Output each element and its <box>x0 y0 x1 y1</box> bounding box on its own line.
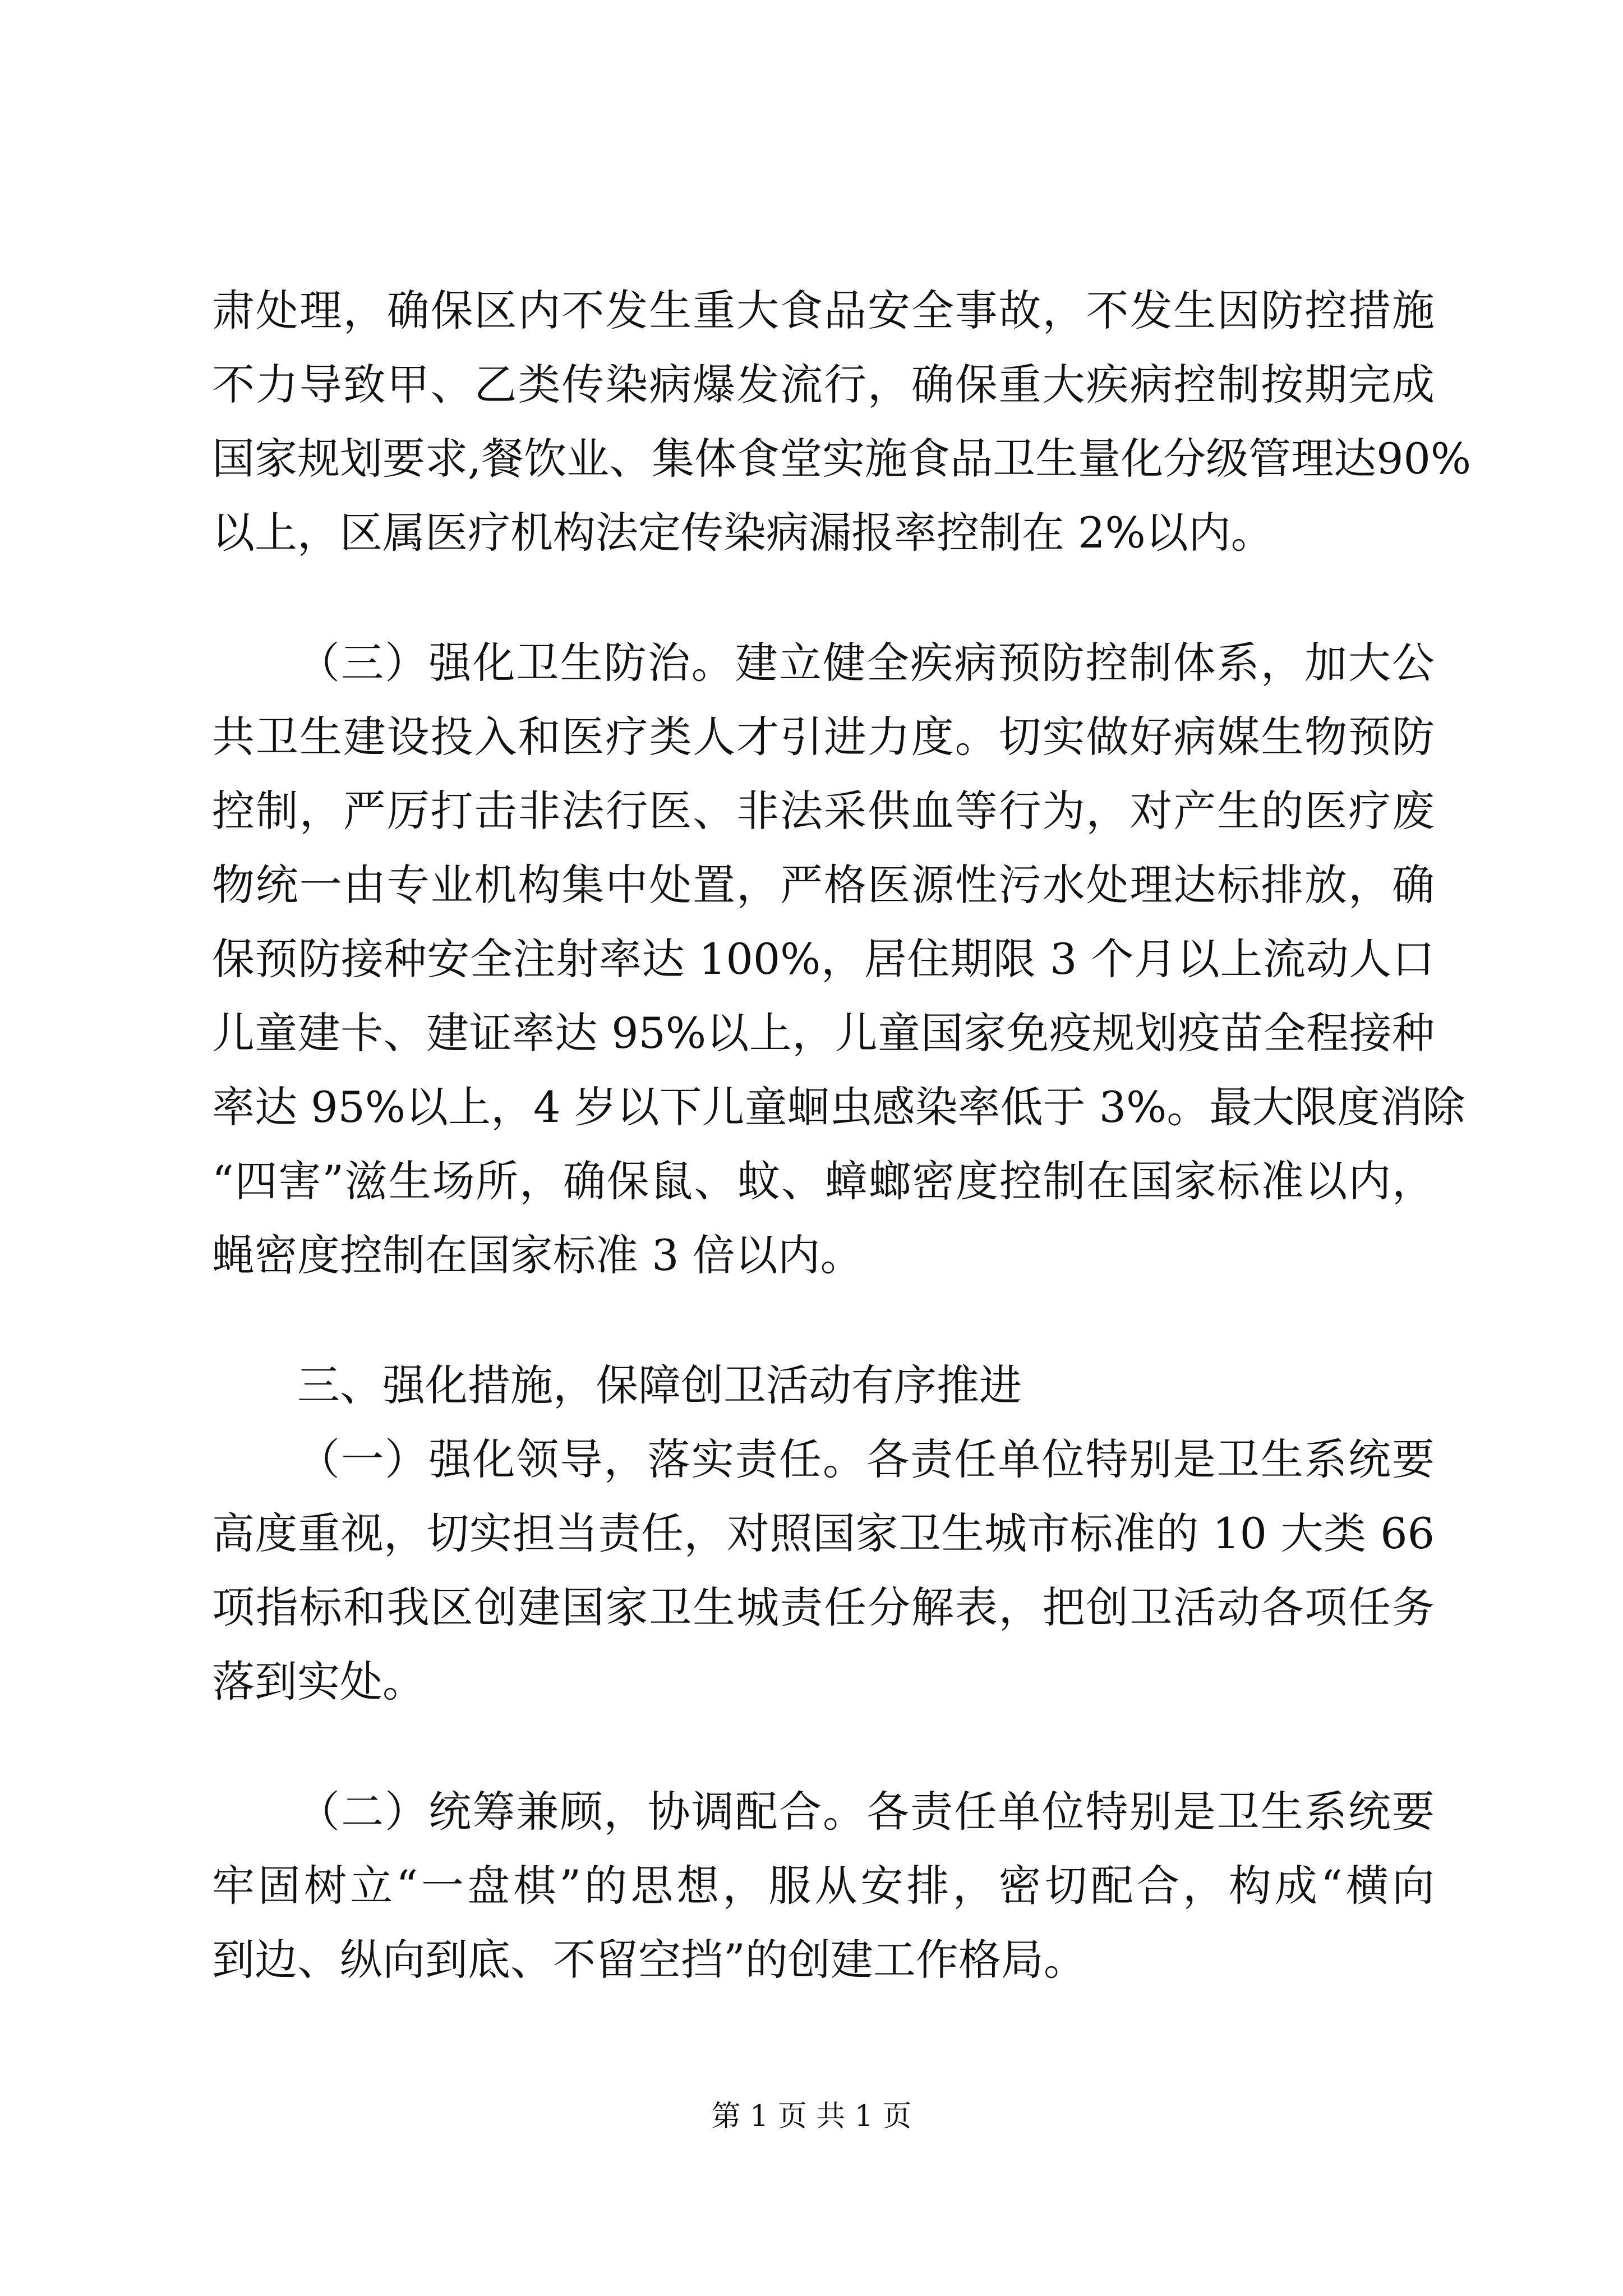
text-line: 以上，区属医疗机构法定传染病漏报率控制在 2%以内。 <box>212 508 1274 558</box>
text-line: 儿童建卡、建证率达 95%以上，儿童国家免疫规划疫苗全程接种 <box>212 1008 1435 1058</box>
text-line: 物统一由专业机构集中处置，严格医源性污水处理达标排放，确 <box>212 860 1435 910</box>
text-line: 到边、纵向到底、不留空挡”的创建工作格局。 <box>212 1935 1086 1985</box>
paragraph-heading-line: （三）强化卫生防治。建立健全疾病预防控制体系，加大公 <box>297 638 1435 688</box>
text-line: 国家规划要求,餐饮业、集体食堂实施食品卫生量化分级管理达90% <box>212 434 1472 484</box>
text-line: 控制，严厉打击非法行医、非法采供血等行为，对产生的医疗废 <box>212 786 1435 836</box>
text-line: 保预防接种安全注射率达 100%，居住期限 3 个月以上流动人口 <box>212 934 1435 984</box>
page-footer: 第 1 页 共 1 页 <box>711 2100 912 2133</box>
text-line: 项指标和我区创建国家卫生城责任分解表，把创卫活动各项任务 <box>212 1582 1435 1632</box>
paragraph-heading-line: （二）统筹兼顾，协调配合。各责任单位特别是卫生系统要 <box>297 1787 1435 1837</box>
text-line: 蝇密度控制在国家标准 3 倍以内。 <box>212 1230 863 1280</box>
text-line: 不力导致甲、乙类传染病爆发流行，确保重大疾病控制按期完成 <box>212 360 1435 409</box>
text-line: 率达 95%以上，4 岁以下儿童蛔虫感染率低于 3%。最大限度消除 <box>212 1082 1465 1132</box>
text-line: 共卫生建设投入和医疗类人才引进力度。切实做好病媒生物预防 <box>212 712 1435 762</box>
text-line: 高度重视，切实担当责任，对照国家卫生城市标准的 10 大类 66 <box>212 1508 1435 1558</box>
text-line: “四害”滋生场所，确保鼠、蚊、蟑螂密度控制在国家标准以内， <box>212 1156 1435 1206</box>
text-line: 牢固树立“一盘棋”的思想，服从安排，密切配合，构成“横向 <box>212 1861 1435 1911</box>
paragraph-heading-line: （一）强化领导，落实责任。各责任单位特别是卫生系统要 <box>297 1434 1435 1484</box>
text-line: 肃处理，确保区内不发生重大食品安全事故，不发生因防控措施 <box>212 286 1435 335</box>
text-line: 落到实处。 <box>212 1657 425 1706</box>
section-heading: 三、强化措施，保障创卫活动有序推进 <box>297 1360 1022 1410</box>
